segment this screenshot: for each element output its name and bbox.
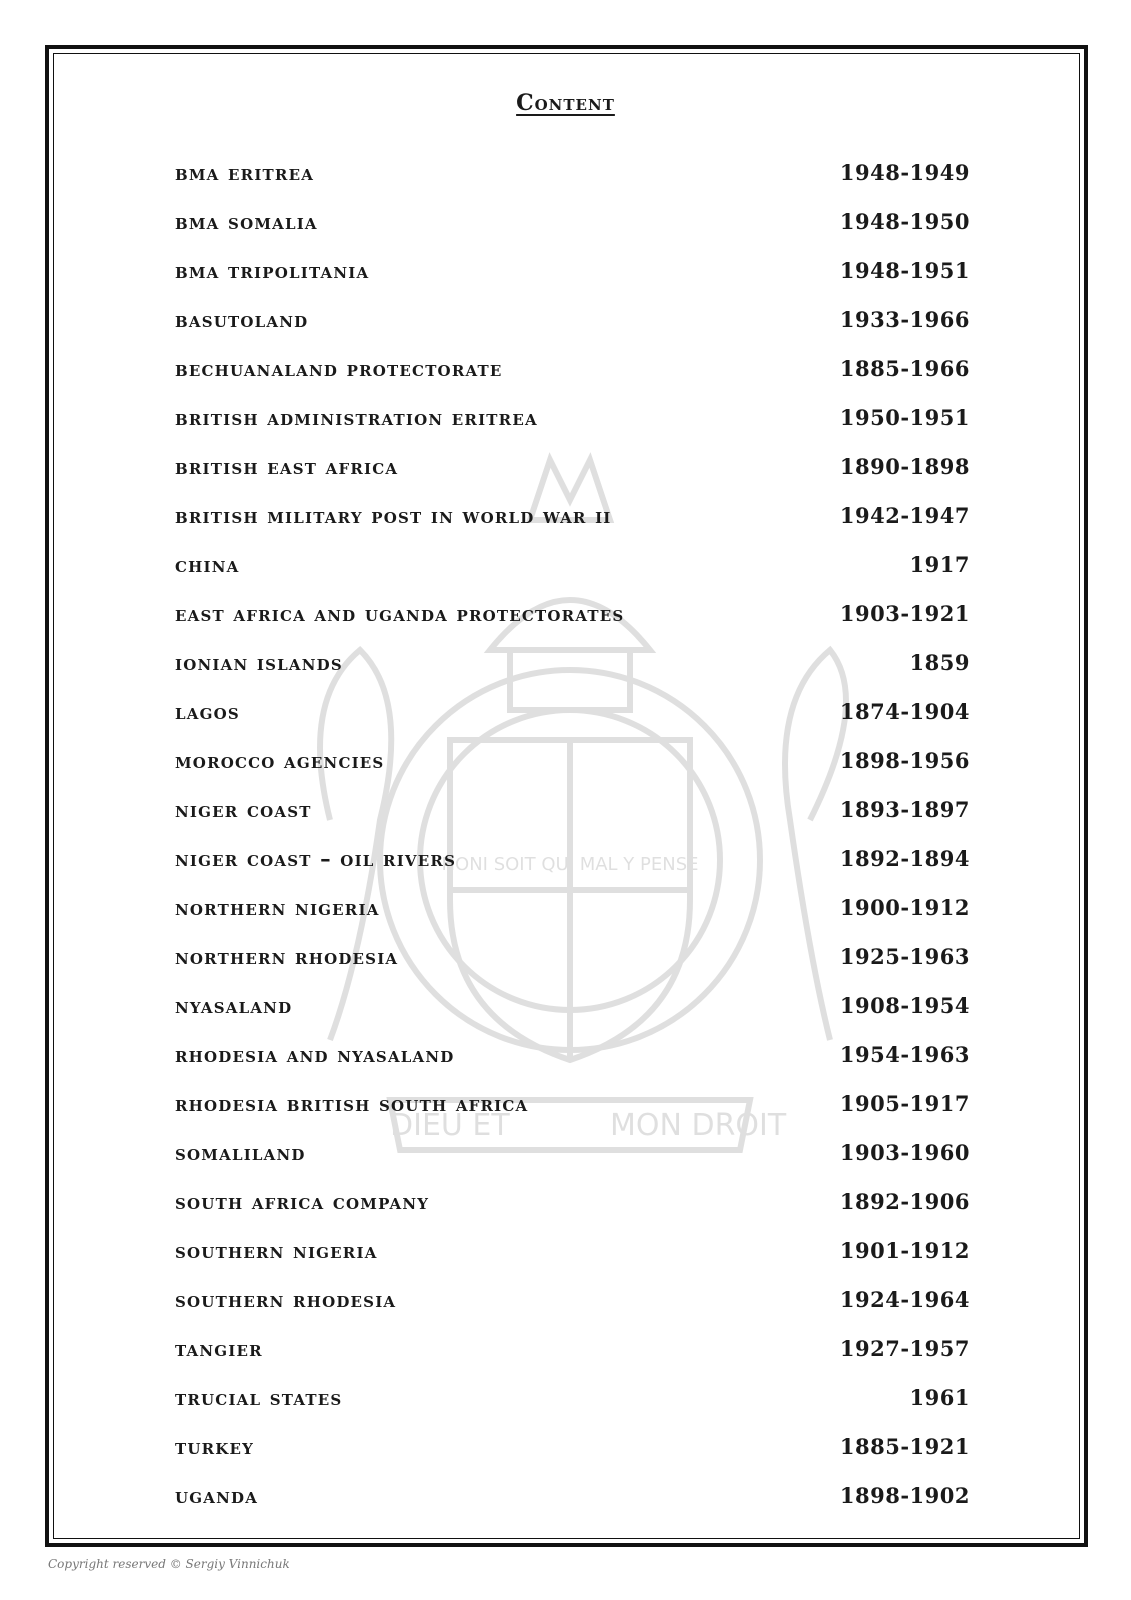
toc-entry-name: trucial states xyxy=(175,1385,343,1410)
toc-entry-name: southern rhodesia xyxy=(175,1287,397,1312)
toc-entry-years: 1942-1947 xyxy=(839,503,970,528)
toc-entry-years: 1890-1898 xyxy=(839,454,970,479)
toc-entry-years: 1925-1963 xyxy=(839,944,970,969)
page-title xyxy=(0,90,1131,116)
toc-entry xyxy=(175,687,970,736)
toc-entry-name: somaliland xyxy=(175,1140,306,1165)
toc-entry xyxy=(175,932,970,981)
toc-entry xyxy=(175,148,970,197)
toc-entry-years: 1903-1921 xyxy=(839,601,970,626)
toc-entry-years: 1933-1966 xyxy=(839,307,970,332)
toc-entry xyxy=(175,834,970,883)
toc-entry-years: 1905-1917 xyxy=(839,1091,970,1116)
toc-entry-name: uganda xyxy=(175,1483,259,1508)
toc-entry-years: 1948-1949 xyxy=(839,160,970,185)
garter-text: HONI SOIT QUI MAL Y PENSE xyxy=(441,854,699,875)
toc-entry-name: northern nigeria xyxy=(175,895,380,920)
toc-entry-name: niger coast xyxy=(175,797,312,822)
toc-entry-years: 1885-1921 xyxy=(839,1434,970,1459)
toc-entry-years: 1874-1904 xyxy=(839,699,970,724)
toc-entry-name: nyasaland xyxy=(175,993,293,1018)
toc-entry-years: 1950-1951 xyxy=(839,405,970,430)
toc-entry-years: 1903-1960 xyxy=(839,1140,970,1165)
toc-entry xyxy=(175,785,970,834)
toc-entry-name: tangier xyxy=(175,1336,263,1361)
toc-entry-years: 1900-1912 xyxy=(839,895,970,920)
toc-entry xyxy=(175,197,970,246)
toc-entry xyxy=(175,1079,970,1128)
toc-entry-years: 1893-1897 xyxy=(839,797,970,822)
toc-entry-name: british east africa xyxy=(175,454,399,479)
toc-entry-name: lagos xyxy=(175,699,240,724)
motto-left-text: DIEU ET xyxy=(390,1108,510,1143)
toc-entry-years: 1892-1906 xyxy=(839,1189,970,1214)
toc-entry-years: 1885-1966 xyxy=(839,356,970,381)
toc-entry xyxy=(175,246,970,295)
toc-entry-years: 1908-1954 xyxy=(839,993,970,1018)
toc-entry xyxy=(175,540,970,589)
toc-entry xyxy=(175,1373,970,1422)
toc-entry xyxy=(175,442,970,491)
toc-entry-name: british administration eritrea xyxy=(175,405,538,430)
toc-entry xyxy=(175,1177,970,1226)
toc-entry xyxy=(175,736,970,785)
toc-entry-name: morocco agencies xyxy=(175,748,385,773)
toc-entry xyxy=(175,1324,970,1373)
toc-entry xyxy=(175,1128,970,1177)
toc-entry-years: 1924-1964 xyxy=(839,1287,970,1312)
toc-entry-years: 1961 xyxy=(909,1385,970,1410)
toc-entry-years: 1917 xyxy=(909,552,970,577)
toc-entry-name: rhodesia and nyasaland xyxy=(175,1042,455,1067)
toc-entry-name: south africa company xyxy=(175,1189,430,1214)
toc-entry-years: 1859 xyxy=(909,650,970,675)
toc-entry-name: bma somalia xyxy=(175,209,318,234)
toc-entry xyxy=(175,981,970,1030)
motto-right-text: MON DROIT xyxy=(610,1108,787,1143)
copyright-notice: Copyright reserved © Sergiy Vinnichuk xyxy=(48,1557,290,1571)
toc-entry-years: 1948-1950 xyxy=(839,209,970,234)
toc-entry-years: 1898-1956 xyxy=(839,748,970,773)
toc-entry-years: 1898-1902 xyxy=(839,1483,970,1508)
toc-entry-name: basutoland xyxy=(175,307,309,332)
toc-entry xyxy=(175,589,970,638)
toc-entry xyxy=(175,295,970,344)
toc-entry xyxy=(175,491,970,540)
toc-entry-name: niger coast – oil rivers xyxy=(175,846,457,871)
toc-entry-name: china xyxy=(175,552,240,577)
toc-entry xyxy=(175,883,970,932)
toc-entry-name: bechuanaland protectorate xyxy=(175,356,503,381)
toc-entry xyxy=(175,1275,970,1324)
toc-entry xyxy=(175,344,970,393)
toc-entry xyxy=(175,1030,970,1079)
toc-entry xyxy=(175,1471,970,1520)
toc-entry-years: 1892-1894 xyxy=(839,846,970,871)
toc-entry xyxy=(175,1422,970,1471)
toc-entry-years: 1948-1951 xyxy=(839,258,970,283)
toc-entry-name: northern rhodesia xyxy=(175,944,399,969)
toc-entry-name: turkey xyxy=(175,1434,255,1459)
toc-entry-years: 1954-1963 xyxy=(839,1042,970,1067)
table-of-contents xyxy=(175,148,970,1520)
toc-entry xyxy=(175,638,970,687)
toc-entry xyxy=(175,1226,970,1275)
toc-entry-name: ionian islands xyxy=(175,650,343,675)
toc-entry-name: british military post in world war ii xyxy=(175,503,612,528)
toc-entry-name: southern nigeria xyxy=(175,1238,378,1263)
toc-entry-name: east africa and uganda protectorates xyxy=(175,601,625,626)
toc-entry xyxy=(175,393,970,442)
toc-entry-name: bma eritrea xyxy=(175,160,315,185)
toc-entry-years: 1927-1957 xyxy=(839,1336,970,1361)
toc-entry-years: 1901-1912 xyxy=(839,1238,970,1263)
toc-entry-name: rhodesia british south africa xyxy=(175,1091,529,1116)
toc-entry-name: bma tripolitania xyxy=(175,258,370,283)
page-title-text: Content xyxy=(516,90,615,116)
